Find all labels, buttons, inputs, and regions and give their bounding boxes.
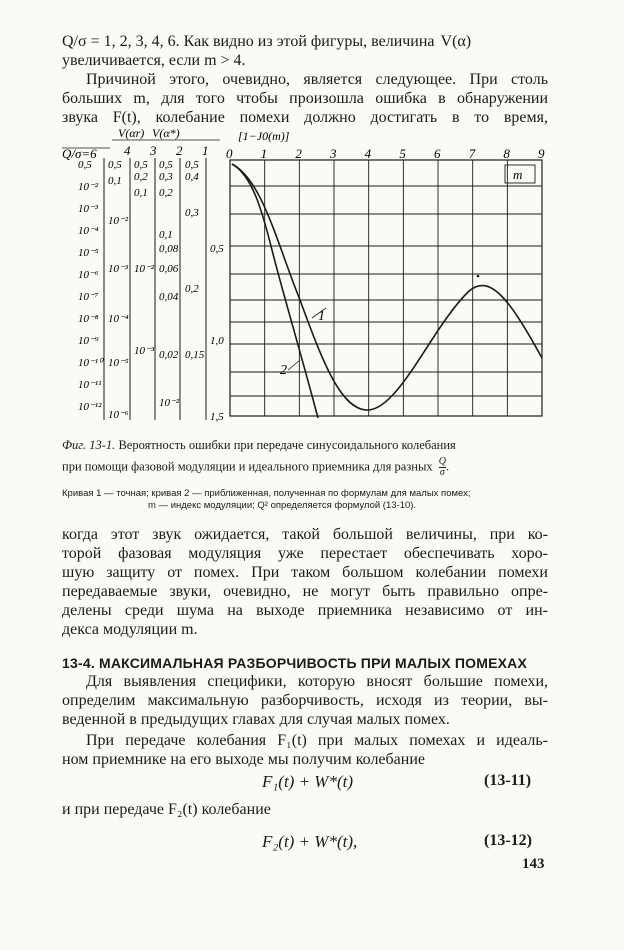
text-line: когда этот звук ожидается, такой большой величины, при ко- (62, 526, 548, 543)
curve-1-exact (232, 164, 542, 410)
scale-label-4: 0,02 (159, 349, 179, 361)
scale-label-1: 10⁻³ (78, 203, 99, 215)
m-tick-label: 2 (295, 146, 302, 161)
curve-2-label: 2 (280, 363, 287, 378)
caption-note: Кривая 1 — точная; кривая 2 — приближенная, полученная по формулам для малых помех; (62, 488, 471, 499)
text-line: декса модуляции m. (62, 621, 198, 638)
m-tick-label: 4 (364, 146, 372, 161)
m-tick-label: 9 (538, 146, 545, 161)
text-line: При передаче колебания F₁(t) при малых помехах и идеаль- (86, 732, 548, 749)
scale-label-5: 0,5 (185, 159, 199, 171)
scale-label-4: 10⁻² (159, 397, 180, 409)
scale-label-4: 0,2 (159, 187, 173, 199)
scale-label-5: 0,4 (185, 171, 199, 183)
scale-label-1: 10⁻¹¹ (78, 379, 102, 391)
scale-label-3: 0,5 (134, 159, 148, 171)
text-line: определим максимальную разборчивость, исходя из теории, вы- (62, 692, 548, 709)
scale-label-5: 0,2 (185, 283, 199, 295)
text-line: шую защиту от помех. При таком большом колебании помехи (62, 564, 548, 581)
header-num: 2 (176, 143, 183, 158)
header-num: 3 (150, 143, 157, 158)
m-tick-label: 6 (434, 146, 441, 161)
header-v1: V(αr) (118, 126, 145, 140)
right-scale-label: 0,5 (210, 243, 224, 255)
text-line: звука F(t), колебание помехи должно достигать в то время, (62, 109, 548, 126)
scale-label-2: 0,1 (108, 175, 122, 187)
scale-label-1: 10⁻¹⁰ (78, 357, 103, 369)
scale-label-1: 10⁻⁵ (78, 247, 99, 259)
figure-caption: Фиг. 13-1. Вероятность ошибки при передаче синусоидального колебания (62, 438, 456, 452)
curve-2-approx (232, 164, 318, 418)
text-line: веденной в предыдущих главах для случая малых помех. (62, 711, 450, 728)
scale-label-1: 10⁻⁷ (78, 291, 99, 303)
scale-label-2: 10⁻³ (108, 263, 129, 275)
m-tick-label: 8 (503, 146, 510, 161)
scale-label-4: 0,08 (159, 243, 179, 255)
scale-label-2: 10⁻² (108, 215, 129, 227)
text-line: увеличивается, если m > 4. (62, 52, 246, 69)
scale-label-2: 10⁻⁵ (108, 357, 129, 369)
text-line: и при передаче F₂(t) колебание (62, 801, 271, 818)
figure-13-1 (0, 0, 624, 440)
scale-label-1: 10⁻⁸ (78, 313, 99, 325)
plot-frame (230, 160, 542, 416)
equation: F₂(t) + W*(t), (262, 832, 358, 851)
header-num: 4 (124, 143, 131, 158)
text-line: ном приемнике на его выходе мы получим колебание (62, 751, 425, 768)
scale-label-1: 10⁻¹² (78, 401, 102, 413)
m-tick-label: 7 (468, 146, 476, 161)
scale-label-3: 0,2 (134, 171, 148, 183)
text-line: Q/σ = 1, 2, 3, 4, 6. Как видно из этой фигуры, величина V(α) (62, 33, 472, 50)
scale-label-2: 10⁻⁴ (108, 313, 129, 325)
text-line: Причиной этого, очевидно, является следующее. При столь (86, 71, 548, 88)
top-label: [1−J0(m)] (238, 129, 290, 143)
text-line: передаваемые звуки, очевидно, не могут быть правильно опре- (62, 583, 548, 600)
text-line: делены среди шума на выходе приемника независимо от ин- (62, 602, 548, 619)
scale-label-1: 10⁻⁶ (78, 269, 99, 281)
caption-note: m — индекс модуляции; Q² определяется формулой (13-10). (148, 500, 417, 511)
text-line: больших m, для того чтобы произошла ошибка в обнаружении (62, 90, 548, 107)
scale-label-4: 0,06 (159, 263, 179, 275)
equation: F₁(t) + W*(t) (262, 772, 354, 791)
m-tick-label: 0 (226, 146, 233, 161)
scale-label-2: 0,5 (108, 159, 122, 171)
curve-1-label: 1 (318, 309, 325, 324)
m-label: m (513, 167, 523, 182)
equation-number: (13-12) (484, 832, 532, 849)
scale-label-1: 0,5 (78, 159, 92, 171)
right-scale-label: 1,5 (210, 411, 224, 423)
scale-label-3: 10⁻² (134, 263, 155, 275)
scale-label-5: 0,3 (185, 207, 199, 219)
scale-label-4: 0,5 (159, 159, 173, 171)
scale-label-4: 0,1 (159, 229, 173, 241)
scale-label-1: 10⁻⁴ (78, 225, 99, 237)
header-left: Q/σ=6 (62, 146, 97, 161)
text-line: торой фазовая модуляция уже перестает обеспечивать хоро- (62, 545, 548, 562)
scale-label-3: 10⁻³ (134, 345, 155, 357)
scale-label-2: 10⁻⁶ (108, 409, 129, 421)
section-heading: 13-4. МАКСИМАЛЬНАЯ РАЗБОРЧИВОСТЬ ПРИ МАЛЫХ ПОМЕХАХ (62, 655, 527, 671)
m-tick-label: 5 (399, 146, 406, 161)
equation-number: (13-11) (484, 772, 532, 789)
scale-label-3: 0,1 (134, 187, 148, 199)
header-num: 1 (202, 143, 209, 158)
text-line: Для выявления специфики, которую вносят большие помехи, (86, 673, 548, 690)
m-tick-label: 1 (260, 146, 268, 161)
right-scale-label: 1,0 (210, 335, 224, 347)
figure-caption: при помощи фазовой модуляции и идеального приемника для разных $\frac{Q}{\sigma}$ . (62, 456, 450, 478)
scale-label-4: 0,3 (159, 171, 173, 183)
header-v2: V(α*) (152, 126, 180, 140)
scale-label-1: 10⁻⁹ (78, 335, 99, 347)
scale-label-4: 0,04 (159, 291, 179, 303)
page-number: 143 (522, 856, 545, 872)
scale-label-5: 0,15 (185, 349, 205, 361)
m-tick-label: 3 (330, 146, 337, 161)
scale-label-1: 10⁻² (78, 181, 99, 193)
